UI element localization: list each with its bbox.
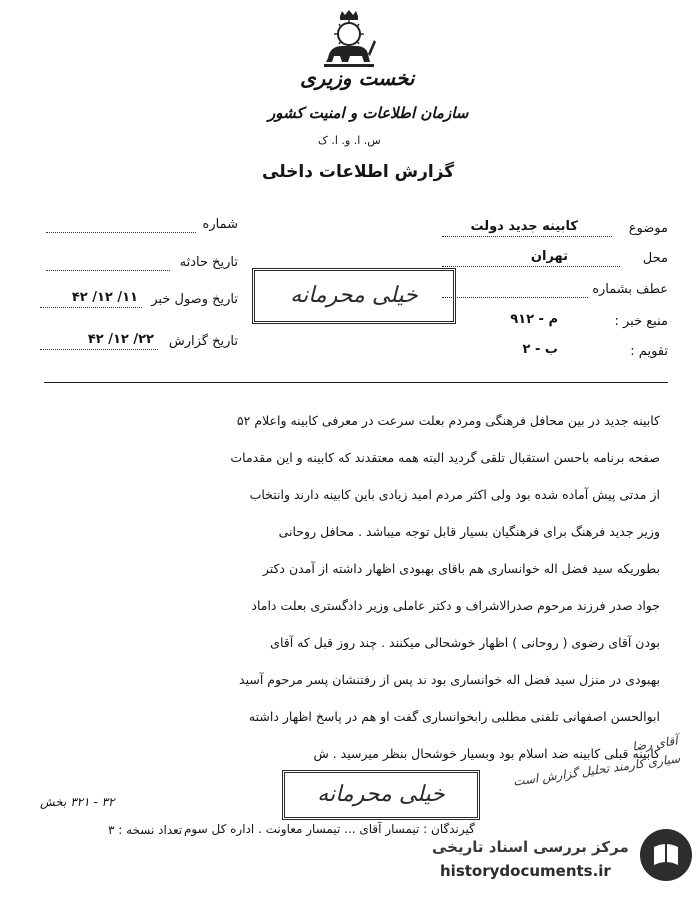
body-line: بهبودی در منزل سید فضل اله خوانساری بود ند پس از رفتنشان پسر مرحوم آسید [239, 672, 660, 687]
incident-date-label: تاریخ حادثه [179, 255, 238, 270]
received-date-value: ۱۱/ ۱۲/ ۴۲ [71, 290, 138, 305]
report-date-field [40, 334, 238, 354]
signature-line: سیاری کارمند تحلیل گزارش است [512, 751, 681, 789]
report-date-label: تاریخ گزارش [168, 334, 238, 349]
body-line: ابوالحسن اصفهانی تلفنی مطلبی رابخوانساری گفت او هم در پاسخ اظهار داشته [248, 709, 660, 724]
report-body [48, 412, 660, 782]
source-label: منبع خبر : [614, 314, 668, 329]
body-line: وزیر جدید فرهنگ برای فرهنگیان بسیار قابل توجه میباشد . محافل روحانی [278, 524, 660, 539]
body-line: بطوریکه سید فضل اله خوانساری هم باقای بهبودی اظهار داشته از آمدن دکتر [262, 561, 660, 576]
place-label: محل [642, 251, 668, 266]
copy-count: تعداد نسخه : ۳ [108, 823, 183, 837]
confidential-stamp-bottom: خیلی محرمانه [282, 770, 480, 820]
organization-name: سازمان اطلاعات و امنیت کشور [268, 104, 469, 122]
body-line: از مدتی پیش آماده شده بود ولی اکثر مردم امید زیادی باین کابینه دارند وانتخاب [249, 487, 660, 502]
report-date-value: ۲۲/ ۱۲/ ۴۲ [87, 332, 154, 347]
body-line: صفحه برنامه باحسن استقبال تلقی گردید البته همه معتقدند که کابینه و این مقدمات [230, 450, 660, 465]
office-title: نخست وزیری [300, 66, 415, 90]
rating-label: تقویم : [630, 344, 668, 359]
document-number: ۳۲ - ۳۲۱ بخش [40, 795, 115, 809]
lion-and-sun-emblem-icon [320, 10, 378, 70]
received-date-field [40, 292, 238, 312]
distribution-list: گیرندگان : تیمسار آقای ... تیمسار معاونت . اداره کل سوم [184, 822, 475, 836]
number-field [40, 217, 238, 237]
body-line: جواد صدر فرزند مرحوم صدرالاشراف و دکتر عاملی وزیر دادگستری بعلت داماد [251, 598, 660, 613]
received-date-label: تاریخ وصول خبر [151, 292, 238, 307]
organization-code: س. ا. و. ا. ک [318, 134, 381, 147]
archive-url: historydocuments.ir [440, 862, 611, 880]
rating-field [404, 344, 668, 364]
subject-label: موضوع [628, 221, 668, 236]
reference-label: عطف بشماره [592, 282, 668, 297]
confidential-stamp: خیلی محرمانه [252, 268, 456, 324]
body-line: کابینه جدید در بین محافل فرهنگی ومردم بعلت سرعت در معرفی کابینه واعلام ۵۲ [236, 413, 660, 428]
place-value: تهران [530, 249, 568, 264]
report-title: گزارش اطلاعات داخلی [262, 162, 455, 182]
archive-logo-icon [636, 825, 696, 885]
incident-date-field [40, 255, 238, 275]
body-line: کابینه قبلی کابینه ضد اسلام بود وبسیار خوشحال بنظر میرسید . ش [313, 746, 660, 761]
subject-field [404, 221, 668, 241]
archive-name: مرکز بررسی اسناد تاریخی [432, 838, 629, 856]
signature-line: آقای رضا [631, 733, 679, 754]
source-value: م - ۹۱۲ [510, 312, 558, 327]
number-label: شماره [202, 217, 238, 232]
subject-value: کابینه جدید دولت [470, 219, 578, 234]
body-line: بودن آقای رضوی ( روحانی ) اظهار خوشحالی میکنند . چند روز قبل که آقای [270, 635, 660, 650]
rating-value: ب - ۲ [522, 342, 558, 357]
header-divider [44, 382, 668, 383]
